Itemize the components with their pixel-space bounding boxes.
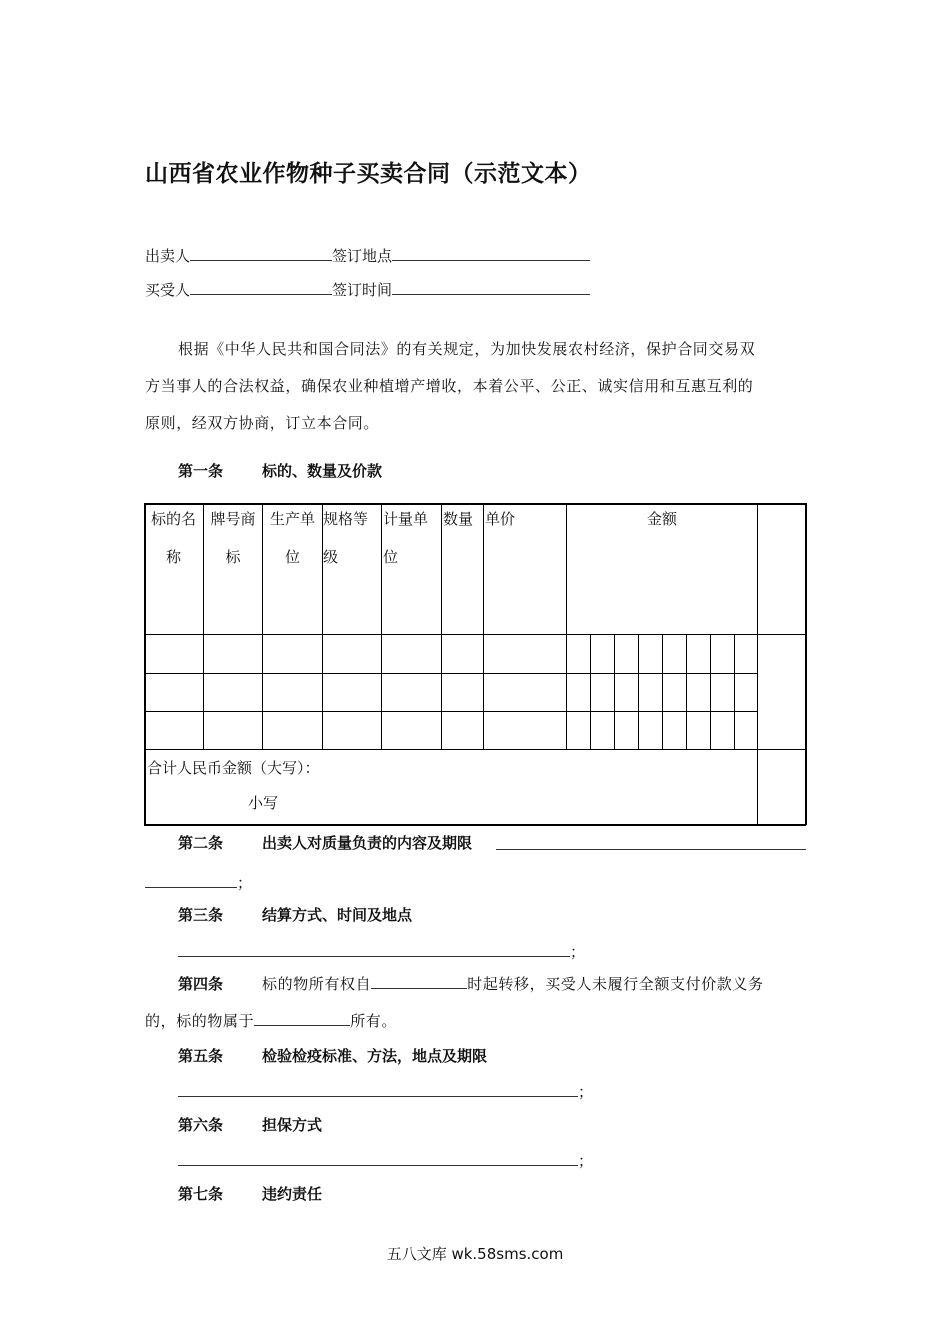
article-5-title: 检验检疫标准、方法，地点及期限 [262,1047,488,1065]
seller-label: 出卖人 [145,247,191,265]
buyer-blank [190,280,332,295]
place-blank [392,246,590,261]
article-2-title: 出卖人对质量负责的内容及期限 [262,834,473,852]
goods-table [144,503,806,825]
article-4-text-b: 时起转移，买受人未履行全额支付价款义务 [467,975,764,993]
article-3-fill-line [178,941,585,962]
intro-line-1: 根据《中华人民共和国合同法》的有关规定，为加快发展农村经济，保护合同交易双 [178,340,756,358]
article-3-end: ； [570,943,586,961]
article-4-blank-2 [254,1011,350,1026]
header-amount: 金额 [646,510,677,528]
article-6-fill-line [178,1150,593,1171]
header-brand [204,500,262,576]
article-2-blank-2 [145,873,237,888]
time-label: 签订时间 [332,281,393,299]
article-2-number: 第二条 [178,834,224,852]
article-6-number: 第六条 [178,1116,224,1134]
intro-line-3: 原则，经双方协商，订立本合同。 [145,414,380,432]
article-1-title: 标的、数量及价款 [262,462,383,480]
buyer-label: 买受人 [145,281,191,299]
header-quantity-top: 数量 [443,510,474,528]
header-name-top: 标的名 [150,510,196,528]
article-5-fill-line [178,1081,593,1102]
header-unit-top: 计量单 [383,510,429,528]
total-label: 合计人民币金额（大写）： [147,759,320,777]
header-name-bottom: 称 [165,548,181,566]
header-brand-bottom: 标 [225,548,241,566]
article-6-blank [178,1151,578,1166]
header-unit-price-top: 单价 [485,510,516,528]
article-7-number: 第七条 [178,1185,224,1203]
article-4-text-a: 标的物所有权自 [262,975,372,993]
footer-watermark: 五八文库 wk.58sms.com [386,1245,564,1263]
header-grade-top: 规格等 [323,510,369,528]
article-4-line-2 [145,1010,397,1031]
header-unit [383,500,441,576]
seller-line [145,245,590,266]
article-5-blank [178,1082,578,1097]
header-name [144,500,203,576]
article-5-number: 第五条 [178,1047,224,1065]
article-2-end: ； [237,874,253,892]
article-5-end: ； [578,1083,594,1101]
header-quantity [443,500,483,538]
seller-blank [190,246,332,261]
article-1-number: 第一条 [178,462,224,480]
article-2-continuation [145,872,252,893]
document-title: 山西省农业作物种子买卖合同（示范文本） [145,161,592,187]
article-4-blank-1 [371,974,467,989]
article-4-text-d: 所有。 [350,1012,398,1030]
time-blank [392,280,590,295]
article-2-blank [496,835,806,850]
header-brand-top: 牌号商 [210,510,256,528]
header-grade-bottom: 级 [323,548,339,566]
buyer-line [145,279,590,300]
header-producer-bottom: 位 [284,548,300,566]
article-3-title: 结算方式、时间及地点 [262,906,413,924]
intro-line-2: 方当事人的合法权益，确保农业种植增产增收，本着公平、公正、诚实信用和互惠互利的 [145,377,754,395]
place-label: 签订地点 [332,247,393,265]
header-producer [263,500,322,576]
article-6-title: 担保方式 [262,1116,323,1134]
article-4-number: 第四条 [178,975,224,993]
article-4-line-1 [262,973,764,994]
article-3-blank [178,942,570,957]
header-grade [323,500,381,576]
small-amount-label: 小写 [248,794,279,812]
header-unit-bottom: 位 [383,548,399,566]
article-3-number: 第三条 [178,906,224,924]
article-4-text-c: 的，标的物属于 [145,1012,255,1030]
article-7-title: 违约责任 [262,1185,323,1203]
article-6-end: ； [578,1152,594,1170]
header-unit-price [485,500,565,538]
header-producer-top: 生产单 [269,510,315,528]
